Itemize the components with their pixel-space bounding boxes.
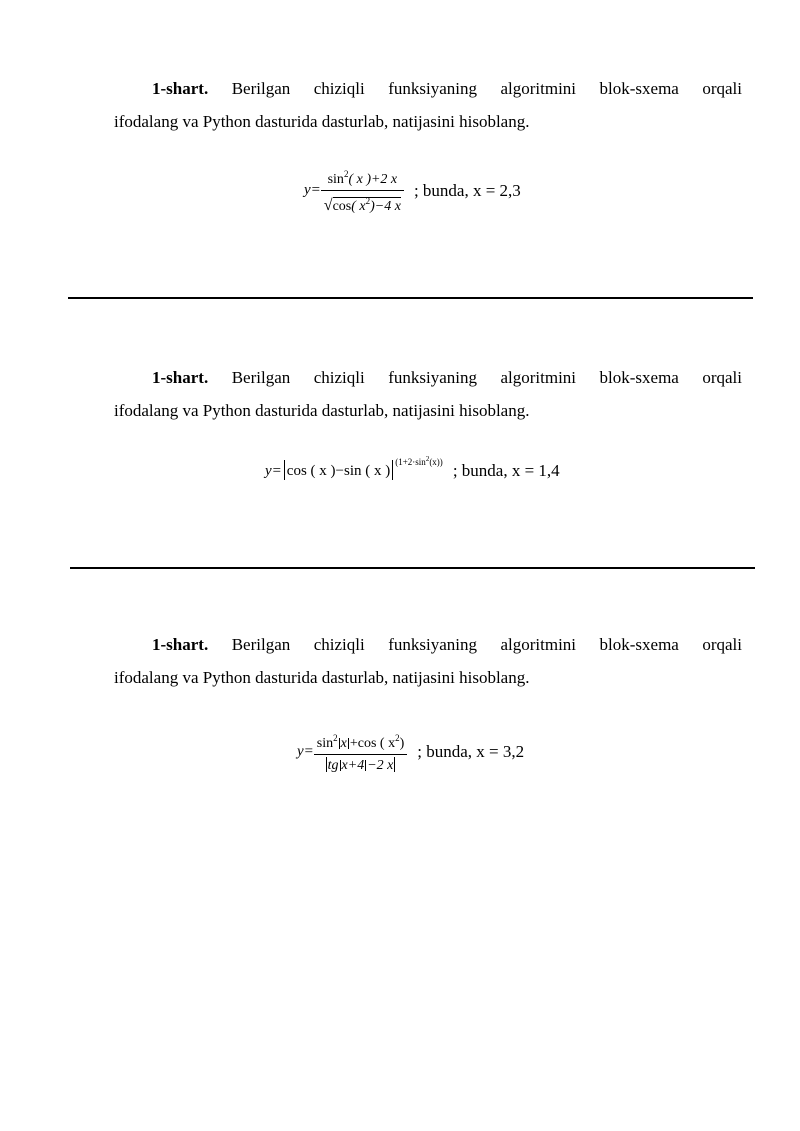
task-paragraph bbox=[114, 361, 742, 427]
task-text-line1: Berilgan chiziqli funksiyaning algoritmini blok-sxema orqali bbox=[231, 635, 742, 654]
task-text-line2: ifodalang va Python dasturida dasturlab, natijasini hisoblang. bbox=[114, 401, 530, 420]
task-heading: 1-shart. bbox=[152, 635, 209, 654]
task-text-line2: ifodalang va Python dasturida dasturlab, natijasini hisoblang. bbox=[114, 668, 530, 687]
task-paragraph bbox=[114, 72, 742, 138]
divider bbox=[68, 297, 753, 299]
divider bbox=[70, 567, 755, 569]
formula-3: y= $\frac{\sin^2 x +\cos ( x^2)}{\text{tg x+4 −2 x}}$ ; bunda, x = 3,2 bbox=[297, 730, 524, 774]
task-text-line1: Berilgan chiziqli funksiyaning algoritmini blok-sxema orqali bbox=[231, 79, 742, 98]
task-text-line1: Berilgan chiziqli funksiyaning algoritmini blok-sxema orqali bbox=[231, 368, 742, 387]
formula-1: y= $\frac{\sin^2( x )+2 x}{√\cos( x^2)-4 x}$ ; bunda, x = 2,3 bbox=[304, 166, 521, 215]
task-paragraph bbox=[114, 628, 742, 694]
formula-3-condition: ; bunda, x = 3,2 bbox=[417, 742, 525, 761]
formula-1-condition: ; bunda, x = 2,3 bbox=[413, 180, 521, 200]
task-heading: 1-shart. bbox=[152, 79, 209, 98]
formula-2-condition: ; bunda, x = 1,4 bbox=[452, 461, 560, 481]
task-text-line2: ifodalang va Python dasturida dasturlab, natijasini hisoblang. bbox=[114, 112, 530, 131]
formula-1-fraction: $\frac{\sin^2( x )+2 x}{√\cos( x^2)-4 x}$ bbox=[321, 166, 404, 215]
formula-3-fraction: $\frac{\sin^2 x +\cos ( x^2)}{\text{tg x+4 −2 x}}$ bbox=[314, 730, 407, 774]
task-heading: 1-shart. bbox=[152, 368, 209, 387]
formula-2: y= cos ( x )−sin ( x )$^{(1+2\cdot sin^2(x))}$ ; bunda, x = 1,4 bbox=[265, 455, 560, 481]
